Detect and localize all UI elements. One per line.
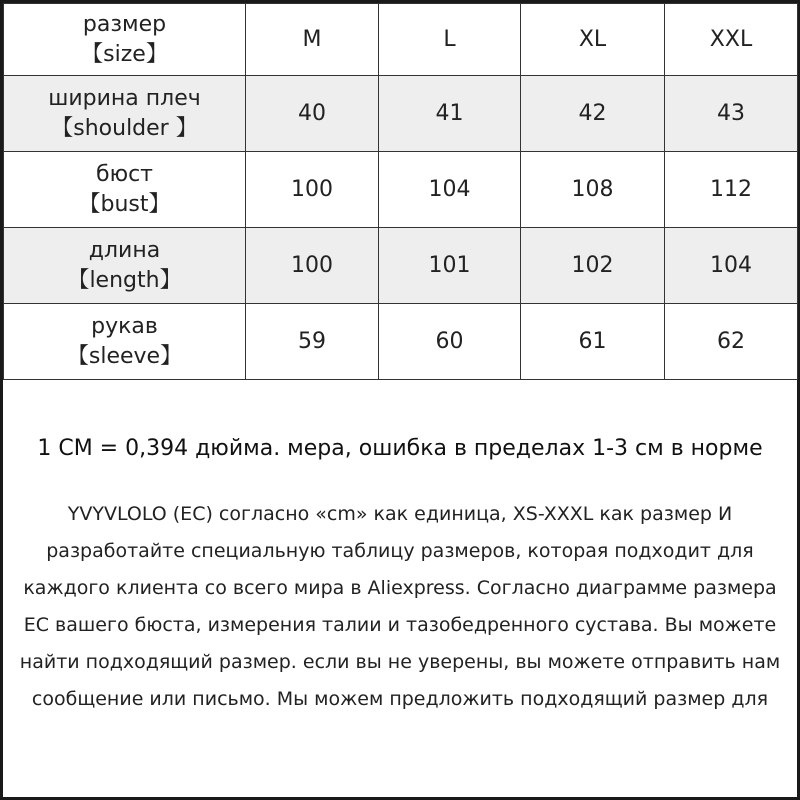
length-m-value: 100	[246, 228, 379, 304]
table-row-length	[4, 228, 798, 304]
size-l-header: L	[379, 4, 521, 76]
description-line: каждого клиента со всего мира в Aliexpress. Согласно диаграмме размера	[23, 577, 777, 599]
bust-xl-value: 108	[521, 152, 665, 228]
shoulder-xl-value: 42	[521, 76, 665, 152]
sleeve-label-ru: рукав	[91, 313, 158, 339]
size-label-cell	[4, 4, 246, 76]
size-label-ru: размер	[82, 11, 167, 37]
bust-xxl-value: 112	[665, 152, 798, 228]
shoulder-l-value: 41	[379, 76, 521, 152]
length-label-en: 【 length 】	[4, 266, 245, 296]
table-row-sleeve	[4, 304, 798, 380]
size-xl-header: XL	[521, 4, 665, 76]
shoulder-m-value: 40	[246, 76, 379, 152]
bust-label-en: 【 bust 】	[4, 190, 245, 220]
description-text	[3, 496, 797, 718]
sleeve-label-en: 【 sleeve 】	[4, 342, 245, 372]
length-label-ru: длина	[88, 237, 161, 263]
table-row-shoulder	[4, 76, 798, 152]
length-xxl-value: 104	[665, 228, 798, 304]
size-chart-table	[3, 3, 798, 380]
bust-label-ru: бюст	[96, 161, 153, 187]
length-xl-value: 102	[521, 228, 665, 304]
sleeve-m-value: 59	[246, 304, 379, 380]
shoulder-label-en: 【 shoulder 】	[4, 114, 245, 144]
sleeve-xl-value: 61	[521, 304, 665, 380]
row-label-cell	[4, 228, 246, 304]
measurement-note: 1 CM = 0,394 дюйма. мера, ошибка в пределах 1-3 см в норме	[37, 436, 763, 461]
description-line: найти подходящий размер. если вы не уверены, вы можете отправить нам	[19, 651, 781, 673]
sleeve-l-value: 60	[379, 304, 521, 380]
size-m-header: M	[246, 4, 379, 76]
description-line: сообщение или письмо. Мы можем предложить подходящий размер для	[31, 688, 769, 710]
table-row-bust	[4, 152, 798, 228]
row-label-cell	[4, 304, 246, 380]
row-label-cell	[4, 152, 246, 228]
shoulder-label-ru: ширина плеч	[48, 85, 201, 111]
description-line: ЕС вашего бюста, измерения талии и тазобедренного сустава. Вы можете	[23, 614, 777, 636]
description-line: разработайте специальную таблицу размеров, которая подходит для	[46, 540, 754, 562]
size-label-en: 【 size 】	[4, 40, 245, 70]
bust-l-value: 104	[379, 152, 521, 228]
row-label-cell	[4, 76, 246, 152]
bust-m-value: 100	[246, 152, 379, 228]
length-l-value: 101	[379, 228, 521, 304]
header-row	[4, 4, 798, 76]
sleeve-xxl-value: 62	[665, 304, 798, 380]
shoulder-xxl-value: 43	[665, 76, 798, 152]
description-line: YVYVLOLO (ЕС) согласно «cm» как единица, XS-XXXL как размер И	[67, 503, 733, 525]
size-xxl-header: XXL	[665, 4, 798, 76]
